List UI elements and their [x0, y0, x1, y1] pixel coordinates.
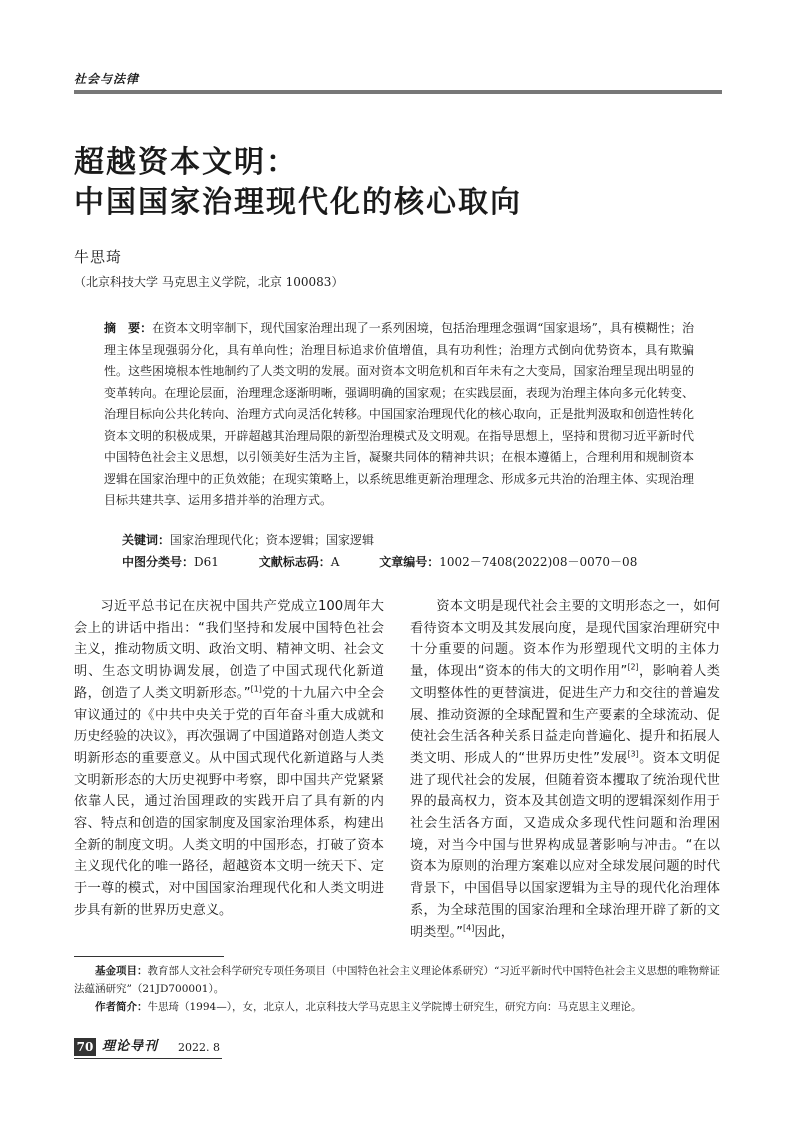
footnote-rule: [74, 956, 224, 957]
abstract: [104, 318, 694, 512]
citation-ref: [4]: [462, 923, 475, 933]
clc-code: [122, 555, 237, 569]
article-title: [74, 143, 722, 223]
bio-label: 作者简介：: [95, 1001, 148, 1013]
author-name: 牛思琦: [74, 248, 123, 266]
title-line-1: 超越资本文明：: [74, 145, 298, 180]
clc-value: D61: [194, 555, 219, 569]
author-affiliation: （北京科技大学 马克思主义学院，北京 100083）: [74, 275, 344, 289]
journal-name: 理论导刊: [102, 1039, 159, 1054]
citation-ref: [2]: [627, 662, 639, 672]
footnotes: [74, 962, 722, 1016]
header-rule: [74, 90, 722, 94]
abstract-text: 在资本文明宰制下，现代国家治理出现了一系列困境，包括治理理念强调“国家退场”，具有模糊性；治理主体呈现强弱分化，具有单向性；治理目标追求价值增值，具有功利性；治理方式倒向优势资本，具有欺骗性。这些困境根本性地制约了人类文明的发展。面对资本文明危机和百年未有之大变局，国家治理呈现出明显的变革转向。在理论层面，治理理念逐渐明晰，强调明确的国家观；在实践层面，表现为治理主体向多元化转变、治理目标向公共化转向、治理方式向灵活化转移。中国国家治理现代化的核心取向，正是批判汲取和创造性转化资本文明的积极成果，开辟超越其治理局限的新型治理模式及文明观。在指导思想上，坚持和贯彻习近平新时代中国特色社会主义思想，以引领美好生活为主旨，凝聚共同体的精神共识；在根本遵循上，合理利用和规制资本逻辑在国家治理中的正负效能；在现实策略上，以系统思维更新治理理念、形成多元共治的治理主体、实现治理目标共建共享、运用多措并举的治理方式。: [104, 321, 694, 507]
body-column-right: [410, 596, 720, 943]
fund-label: 基金项目：: [95, 965, 148, 977]
article-no-value: 1002－7408(2022)08－0070－08: [439, 555, 638, 569]
citation-ref: [1]: [250, 684, 262, 694]
body-column-left: [74, 596, 384, 922]
doc-code-value: A: [330, 555, 340, 569]
page-number: 70: [74, 1038, 96, 1056]
keywords: [122, 531, 374, 548]
issue-label: 2022. 8: [178, 1041, 220, 1054]
paragraph: 习近平总书记在庆祝中国共产党成立100周年大会上的讲话中指出：“我们坚持和发展中国特色社会主义，推动物质文明、政治文明、精神文明、社会文明、生态文明协调发展，创造了中国式现代化新道路，创造了人类文明新形态。”[1]党的十九届六中全会审议通过的《中共中央关于党的百年奋斗重大成就和历史经验的决议》，再次强调了中国道路对创造人类文明新形态的重要意义。从中国式现代化新道路与人类文明新形态的大历史视野中考察，即中国共产党紧紧依靠人民，通过治国理政的实践开启了具有新的内容、特点和创造的国家制度及国家治理体系，构建出全新的制度文明。人类文明的中国形态，打破了资本主义现代化的唯一路径，超越资本文明一统天下、定于一尊的模式，对中国国家治理现代化和人类文明进步具有新的世界历史意义。: [74, 599, 385, 918]
article-number: [379, 555, 655, 569]
document-code: [259, 555, 358, 569]
section-label: 社会与法律: [74, 72, 140, 86]
doc-code-label: 文献标志码：: [258, 555, 331, 569]
fund-note: 基金项目：教育部人文社会科学研究专项任务项目（中国特色社会主义理论体系研究）“习近平新时代中国特色社会主义思想的唯物辩证法蕴涵研究”（21JD700001）。: [74, 965, 720, 995]
keywords-text: 国家治理现代化；资本逻辑；国家逻辑: [170, 533, 375, 547]
citation-ref: [3]: [627, 749, 639, 759]
keywords-label: 关键词：: [122, 533, 171, 547]
footer-rule: [74, 1058, 222, 1059]
abstract-label: 摘 要：: [104, 321, 153, 335]
author-bio: 作者简介：牛思琦（1994—），女，北京人，北京科技大学马克思主义学院博士研究生，研究方向：马克思主义理论。: [95, 1001, 642, 1013]
paragraph: 资本文明是现代社会主要的文明形态之一，如何看待资本文明及其发展向度，是现代国家治理研究中十分重要的问题。资本作为形塑现代文明的主体力量，体现出“资本的伟大的文明作用”[2]，影响着人类文明整体性的更替演进，促进生产力和交往的普遍发展、推动资源的全球配置和生产要素的全球流动、促使社会生活各种关系日益走向普遍化、提升和拓展人类文明、形成人的“世界历史性”发展[3]。资本文明促进了现代社会的发展，但随着资本攫取了统治现代世界的最高权力，资本及其创造文明的逻辑深刻作用于社会生活各方面，又造成众多现代性问题和治理困境，对当今中国与世界构成显著影响与冲击。“在以资本为原则的治理方案难以应对全球发展问题的时代背景下，中国倡导以国家逻辑为主导的现代化治理体系，为全球范围的国家治理和全球治理开辟了新的文明类型。”[4]因此，: [410, 599, 721, 940]
article-no-label: 文章编号：: [379, 555, 440, 569]
classification-line: [122, 553, 673, 570]
clc-label: 中图分类号：: [122, 555, 195, 569]
title-line-2: 中国国家治理现代化的核心取向: [74, 185, 522, 220]
